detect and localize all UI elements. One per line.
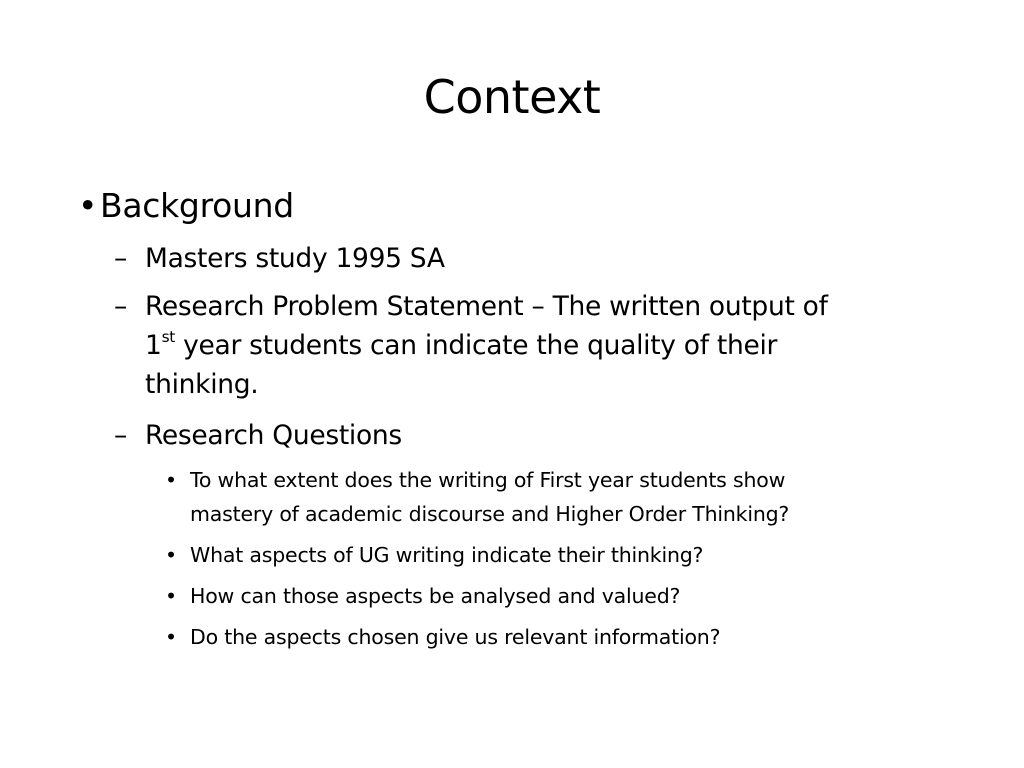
question-text: What aspects of UG writing indicate their thinking? [190, 543, 704, 567]
sub-item-text-line-2 [145, 326, 975, 365]
bullet-icon: • [78, 186, 98, 225]
sub-item-text: Masters study 1995 SA [145, 243, 445, 274]
ordinal-number: 1 [145, 330, 162, 361]
ordinal-suffix: st [161, 327, 175, 346]
bullet-text: Background [100, 186, 294, 225]
bullet-icon: • [165, 584, 177, 608]
dash-icon: – [114, 291, 127, 322]
sub-item-text-line-3: thinking. [145, 369, 259, 400]
sub-item-text-line-1: Research Problem Statement – The written output of [145, 291, 828, 322]
question-text: Do the aspects chosen give us relevant information? [190, 625, 721, 649]
sub-item-text: Research Questions [145, 420, 402, 451]
slide-title: Context [423, 70, 601, 124]
question-text: How can those aspects be analysed and valued? [190, 584, 681, 608]
question-text-line-1: To what extent does the writing of First year students show [190, 468, 786, 492]
dash-icon: – [114, 420, 127, 451]
bullet-icon: • [165, 625, 177, 649]
line-2-rest: year students can indicate the quality of their [175, 330, 778, 361]
dash-icon: – [114, 243, 127, 274]
bullet-icon: • [165, 468, 177, 492]
bullet-icon: • [165, 543, 177, 567]
question-text-line-2: mastery of academic discourse and Higher Order Thinking? [190, 502, 790, 526]
